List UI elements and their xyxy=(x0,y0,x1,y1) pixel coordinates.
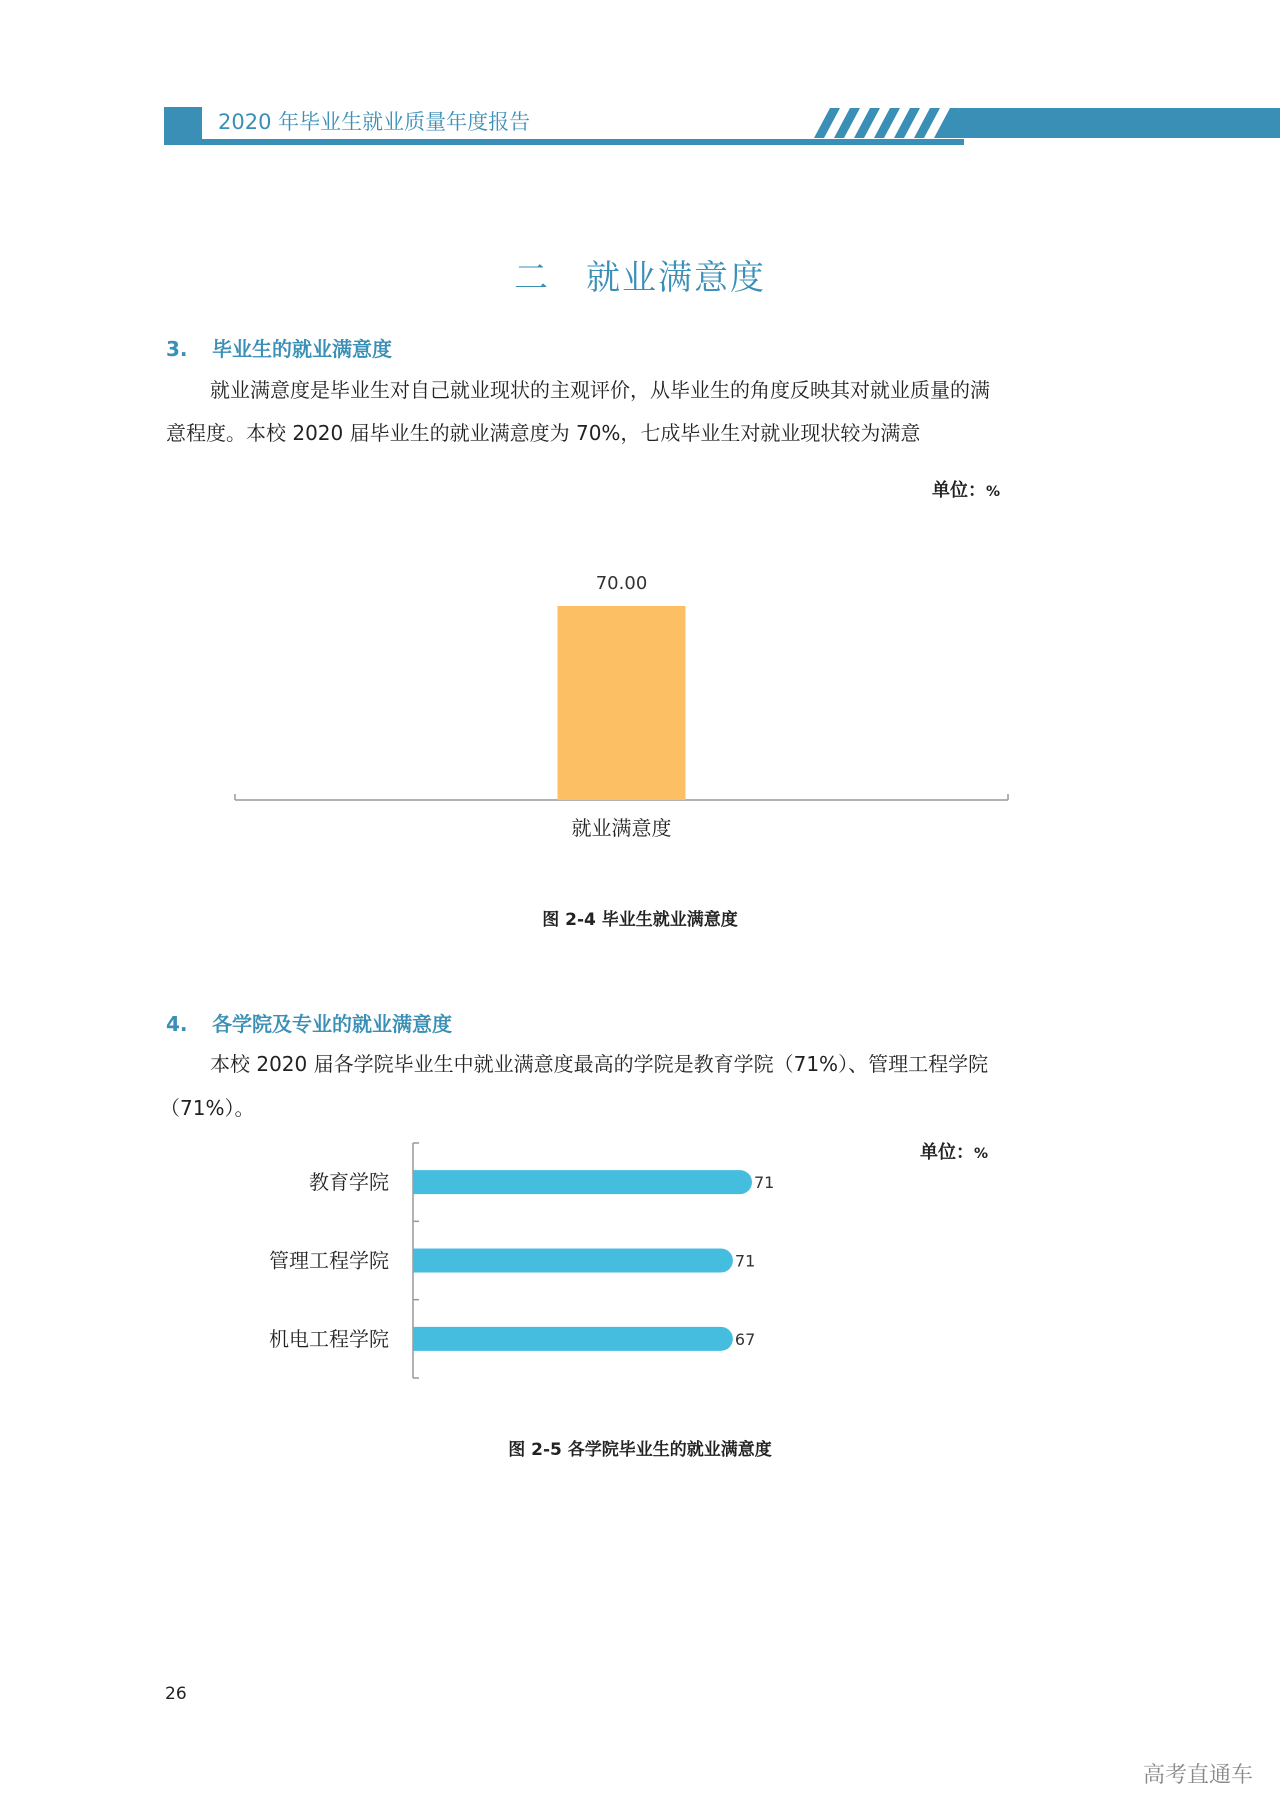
section-title: 二 就业满意度 xyxy=(514,258,766,298)
figure-2-4-caption: 图 2-4 毕业生就业满意度 xyxy=(542,910,738,930)
chart2-unit-label xyxy=(920,1138,988,1164)
category-label: 就业满意度 xyxy=(571,816,672,840)
section3-heading xyxy=(166,333,392,362)
section4-paragraph-line1: 本校 2020 届各学院毕业生中就业满意度最高的学院是教育学院（71%）、管理工程学院 xyxy=(210,1052,989,1076)
section3-number: 3. xyxy=(166,337,188,361)
section4-number: 4. xyxy=(166,1012,188,1036)
data-label: 67 xyxy=(734,1329,756,1349)
data-label: 71 xyxy=(734,1251,756,1271)
section3-paragraph-line1: 就业满意度是毕业生对自己就业现状的主观评价，从毕业生的角度反映其对就业质量的满 xyxy=(210,378,990,402)
header-stripes xyxy=(800,108,1280,145)
category-label: 机电工程学院 xyxy=(269,1326,389,1351)
figure-2-5-caption: 图 2-5 各学院毕业生的就业满意度 xyxy=(508,1440,772,1460)
section4-paragraph-line2: （71%）。 xyxy=(160,1096,255,1120)
bar xyxy=(558,606,686,800)
bar xyxy=(413,1249,733,1273)
bar xyxy=(413,1170,752,1194)
header-title: 2020 年毕业生就业质量年度报告 xyxy=(218,110,531,134)
section3-paragraph-line2: 意程度。本校 2020 届毕业生的就业满意度为 70%，七成毕业生对就业现状较为满意 xyxy=(166,421,921,445)
bar xyxy=(413,1327,733,1351)
page-number: 26 xyxy=(165,1684,187,1704)
section3-heading-text: 毕业生的就业满意度 xyxy=(212,337,392,361)
unit-label-text: 单位： xyxy=(932,480,986,501)
unit-symbol: % xyxy=(986,484,1001,500)
data-label: 71 xyxy=(754,1173,775,1193)
section4-heading xyxy=(166,1008,452,1037)
category-label: 教育学院 xyxy=(309,1170,389,1195)
unit-symbol: % xyxy=(974,1146,989,1162)
section4-heading-text: 各学院及专业的就业满意度 xyxy=(212,1012,452,1036)
unit-label-text: 单位： xyxy=(920,1142,974,1163)
watermark: 高考直通车 xyxy=(1143,1763,1254,1788)
category-label: 管理工程学院 xyxy=(269,1248,389,1273)
chart1-unit-label xyxy=(932,476,1000,502)
data-label: 70.00 xyxy=(595,573,648,594)
